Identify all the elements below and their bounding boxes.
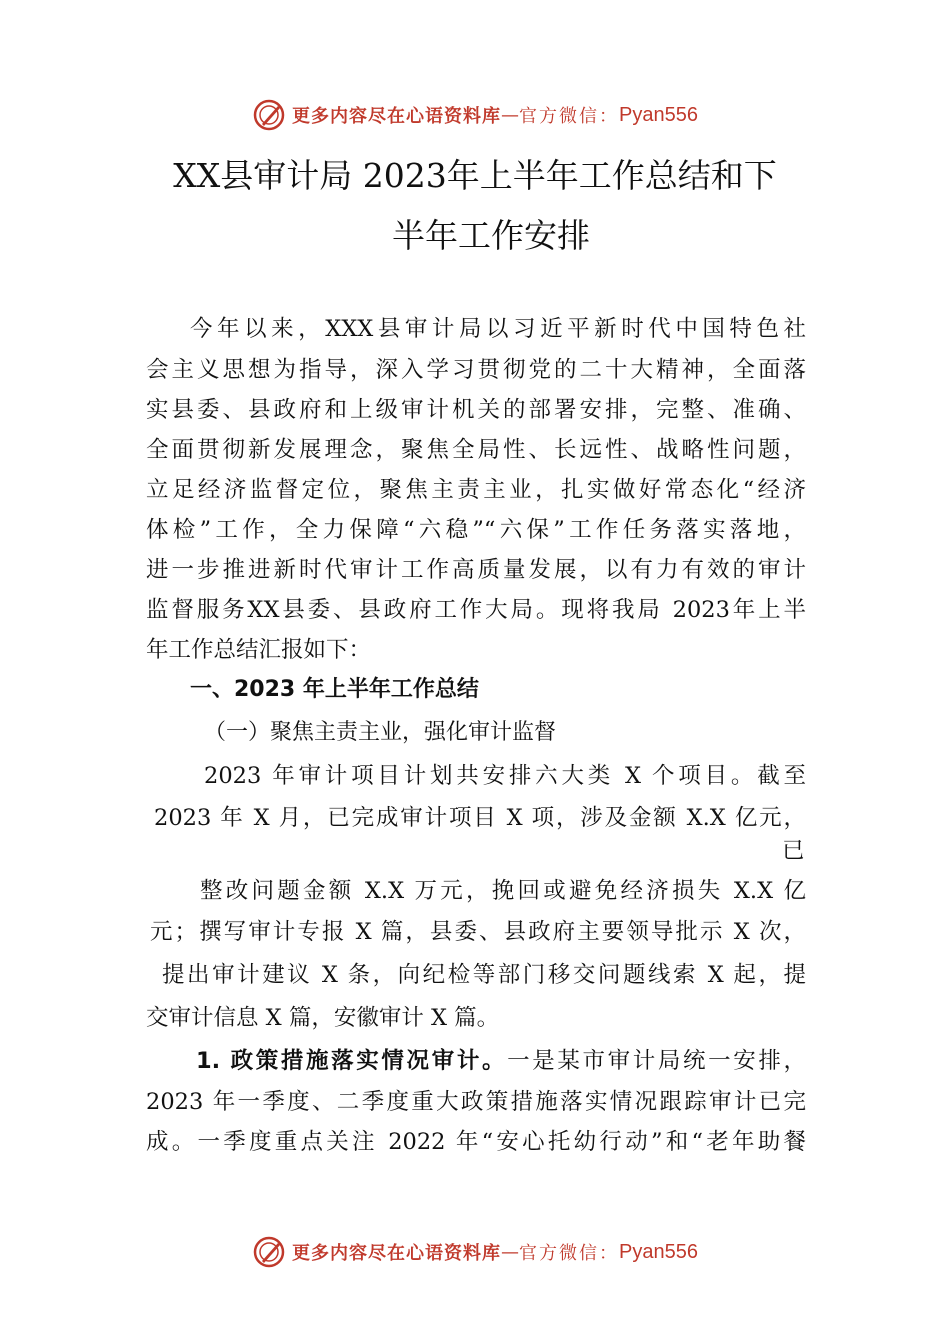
watermark-wechat-id: Pyan556 [619, 103, 698, 126]
summary-line: 整改问题金额 X.X 万元，挽回或避免经济损失 X.X 亿 [200, 878, 806, 904]
summary-line: 提出审计建议 X 条，向纪检等部门移交问题线索 X 起，提 [162, 962, 806, 988]
summary-line: 交审计信息 X 篇，安徽审计 X 篇。 [146, 1005, 500, 1031]
item1-label: 1. 政策措施落实情况审计。 [196, 1048, 508, 1074]
intro-line: 实县委、县政府和上级审计机关的部署安排，完整、准确、 [146, 397, 806, 423]
watermark-brand: 更多内容尽在心语资料库 [292, 1243, 502, 1264]
intro-line: 体检”工作，全力保障“六稳”“六保”工作任务落实落地， [146, 517, 806, 543]
intro-line: 立足经济监督定位，聚焦主责主业，扎实做好常态化“经济 [146, 477, 806, 503]
document-title-line1: XX县审计局 2023年上半年工作总结和下 [173, 156, 777, 195]
header-watermark [0, 95, 950, 135]
intro-line: 进一步推进新时代审计工作高质量发展，以有力有效的审计 [146, 557, 806, 583]
watermark-brand: 更多内容尽在心语资料库 [292, 106, 502, 127]
pen-seal-icon [252, 1235, 286, 1269]
intro-line: 年工作总结汇报如下： [146, 637, 372, 663]
watermark-dash: — [501, 1241, 520, 1263]
item1-line: 成。一季度重点关注 2022 年“安心托幼行动”和“老年助餐 [146, 1129, 806, 1155]
watermark-wechat-id: Pyan556 [619, 1240, 698, 1263]
summary-line: 已 [782, 838, 805, 864]
watermark-wechat-label: 官方微信： [519, 1243, 620, 1264]
footer-watermark [0, 1232, 950, 1272]
section-heading: 一、2023 年上半年工作总结 [190, 677, 479, 702]
intro-line: 监督服务XX县委、县政府工作大局。现将我局 2023年上半 [146, 597, 806, 623]
intro-line: 会主义思想为指导，深入学习贯彻党的二十大精神，全面落 [146, 357, 806, 383]
watermark-wechat-label: 官方微信： [519, 106, 620, 127]
item1-first-line [196, 1041, 806, 1081]
summary-line: 2023 年 X 月，已完成审计项目 X 项，涉及金额 X.X 亿元， [154, 805, 806, 831]
pen-seal-icon [252, 98, 286, 132]
summary-line: 元；撰写审计专报 X 篇，县委、县政府主要领导批示 X 次， [150, 919, 806, 945]
summary-line: 2023 年审计项目计划共安排六大类 X 个项目。截至 [204, 763, 806, 789]
intro-line: 全面贯彻新发展理念，聚焦全局性、长远性、战略性问题， [146, 437, 806, 463]
document-title-line2: 半年工作安排 [392, 216, 590, 255]
subsection-heading: （一）聚焦主责主业，强化审计监督 [204, 720, 557, 745]
watermark-dash: — [501, 104, 520, 126]
item1-text: 一是某市审计局统一安排， [507, 1048, 806, 1074]
item1-line: 2023 年一季度、二季度重大政策措施落实情况跟踪审计已完 [146, 1089, 806, 1115]
intro-line: 今年以来，XXX县审计局以习近平新时代中国特色社 [190, 316, 806, 342]
